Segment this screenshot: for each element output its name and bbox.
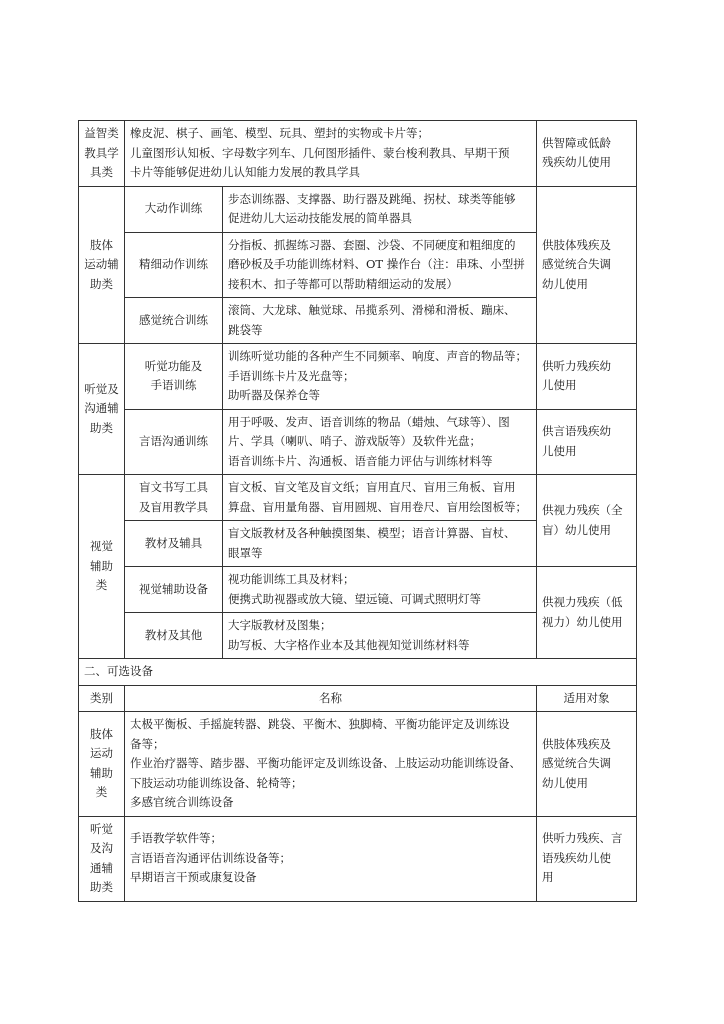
table-row — [79, 475, 637, 521]
category-cell: 听觉及 沟通辅 助类 — [79, 344, 125, 475]
table-row — [79, 344, 637, 410]
target-cell: 供听力残疾幼 儿使用 — [537, 344, 637, 410]
subcategory-cell: 听觉功能及 手语训练 — [125, 344, 223, 410]
subcategory-cell: 盲文书写工具 及盲用教学具 — [125, 475, 223, 521]
items-cell: 分指板、抓握练习器、套圈、沙袋、不同硬度和粗细度的 磨砂板及手功能训练材料、OT 操作台（注：串珠、小型拼 接积木、扣子等都可以帮助精细运动的发展） — [223, 232, 537, 298]
header-name: 名称 — [125, 685, 537, 712]
target-cell: 供言语残疾幼 儿使用 — [537, 409, 637, 475]
items-cell: 训练听觉功能的各种产生不同频率、响度、声音的物品等； 手语训练卡片及光盘等； 助听器及保养仓等 — [223, 344, 537, 410]
table-row — [79, 186, 637, 232]
items-cell: 步态训练器、支撑器、助行器及跳绳、拐杖、球类等能够 促进幼儿大运动技能发展的简单器具 — [223, 186, 537, 232]
subcategory-cell: 精细动作训练 — [125, 232, 223, 298]
table-row — [79, 121, 637, 187]
target-cell: 供智障或低龄 残疾幼儿使用 — [537, 121, 637, 187]
target-cell: 供视力残疾（低 视力）幼儿使用 — [537, 567, 637, 659]
table-row — [79, 567, 637, 613]
category-cell: 益智类 教具学 具类 — [79, 121, 125, 187]
category-cell: 听觉 及沟 通辅 助类 — [79, 816, 125, 901]
subcategory-cell: 感觉统合训练 — [125, 298, 223, 344]
category-cell: 视觉 辅助 类 — [79, 475, 125, 659]
items-cell: 手语教学软件等； 言语语音沟通评估训练设备等； 早期语言干预或康复设备 — [125, 816, 537, 901]
items-cell: 橡皮泥、棋子、画笔、模型、玩具、塑封的实物或卡片等； 儿童图形认知板、字母数字列车、几何图形插件、蒙台梭利教具、早期干预 卡片等能够促进幼儿认知能力发展的教具学具 — [125, 121, 537, 187]
target-cell: 供视力残疾（全 盲）幼儿使用 — [537, 475, 637, 567]
category-cell: 肢体 运动 辅助 类 — [79, 712, 125, 817]
header-target: 适用对象 — [537, 685, 637, 712]
target-cell: 供肢体残疾及 感觉统合失调 幼儿使用 — [537, 712, 637, 817]
table-row — [79, 409, 637, 475]
subcategory-cell: 视觉辅助设备 — [125, 567, 223, 613]
items-cell: 太极平衡板、手摇旋转器、跳袋、平衡木、独脚椅、平衡功能评定及训练设 备等； 作业治疗器等、踏步器、平衡功能评定及训练设备、上肢运动功能训练设备、 下肢运动功能训练设备、轮椅等； 多感官统合训练设备 — [125, 712, 537, 817]
table-row — [79, 816, 637, 901]
equipment-table — [78, 120, 637, 902]
target-cell: 供听力残疾、言 语残疾幼儿使 用 — [537, 816, 637, 901]
items-cell: 滚筒、大龙球、触觉球、吊揽系列、滑梯和滑板、蹦床、 跳袋等 — [223, 298, 537, 344]
subcategory-cell: 大动作训练 — [125, 186, 223, 232]
section-heading-row — [79, 659, 637, 686]
section-heading: 二、可选设备 — [79, 659, 637, 686]
table-header-row — [79, 685, 637, 712]
target-cell: 供肢体残疾及 感觉统合失调 幼儿使用 — [537, 186, 637, 344]
subcategory-cell: 教材及辅具 — [125, 521, 223, 567]
items-cell: 视功能训练工具及材料； 便携式助视器或放大镜、望远镜、可调式照明灯等 — [223, 567, 537, 613]
items-cell: 盲文板、盲文笔及盲文纸；盲用直尺、盲用三角板、盲用 算盘、盲用量角器、盲用圆规、盲用卷尺、盲用绘图板等； — [223, 475, 537, 521]
subcategory-cell: 言语沟通训练 — [125, 409, 223, 475]
items-cell: 盲文版教材及各种触摸图集、模型；语音计算器、盲杖、 眼罩等 — [223, 521, 537, 567]
items-cell: 用于呼吸、发声、语音训练的物品（蜡烛、气球等）、图 片、学具（喇叭、哨子、游戏版等）及软件光盘； 语音训练卡片、沟通板、语音能力评估与训练材料等 — [223, 409, 537, 475]
category-cell: 肢体 运动辅 助类 — [79, 186, 125, 344]
header-category: 类别 — [79, 685, 125, 712]
table-row — [79, 712, 637, 817]
items-cell: 大字版教材及图集； 助写板、大字格作业本及其他视知觉训练材料等 — [223, 613, 537, 659]
subcategory-cell: 教材及其他 — [125, 613, 223, 659]
